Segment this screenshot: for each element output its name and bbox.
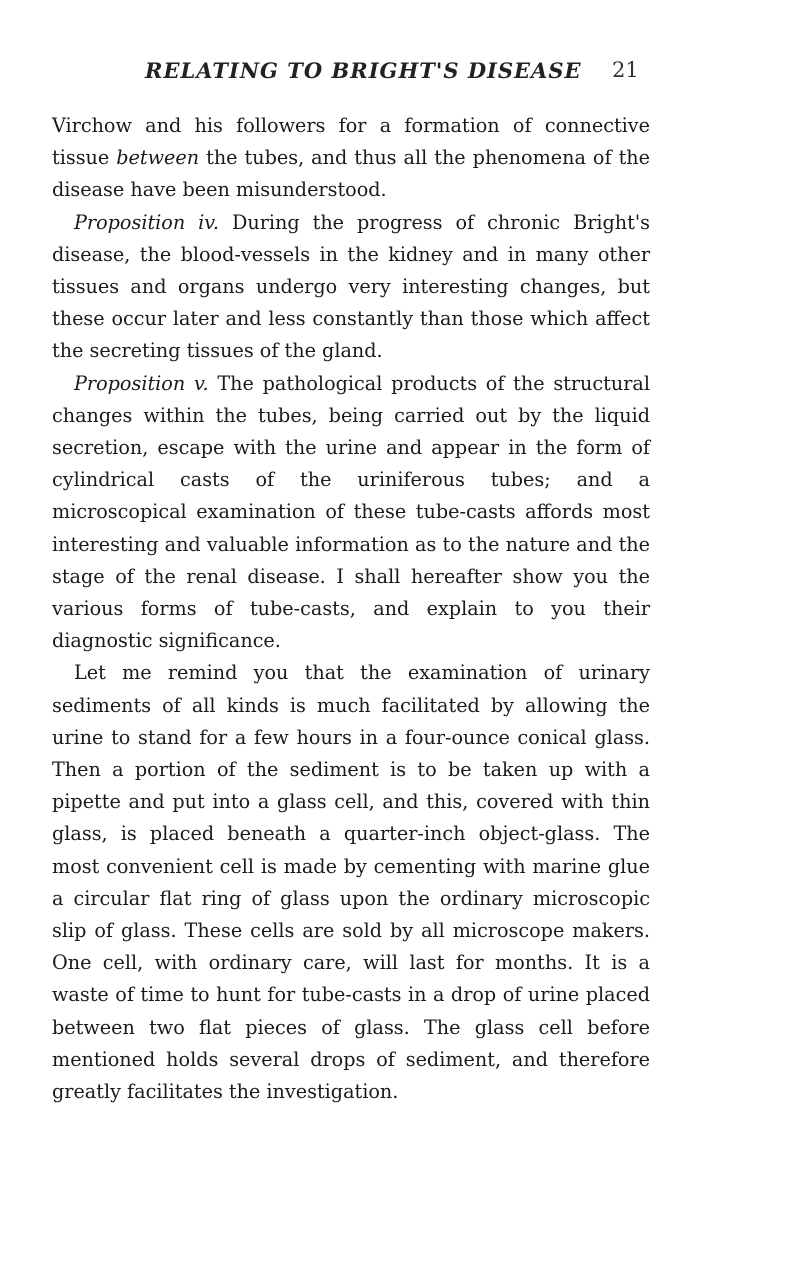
body-text: [52, 110, 650, 1108]
proposition-heading: Proposition iv.: [74, 210, 219, 234]
paragraph-virchow: [52, 110, 650, 207]
paragraph-text: During the progress of chronic Bright's disease, the blood-vessels in the kidney and in many other tissues and organs undergo very interesting changes, but these occur later and less constantly than those which affect the secreting tissues of the gland.: [52, 210, 651, 363]
paragraph-text: Virchow and his followers for a formation of connective tissue between the tubes, and thus all the phenomena of the disease have been misunderstood.: [52, 114, 650, 202]
proposition-heading: Proposition v.: [74, 371, 209, 395]
paragraph-text: Let me remind you that the examination of urinary sediments of all kinds is much facilitated by allowing the urine to stand for a few hours in a four-ounce conical glass. Then a portion of the sediment is to be taken up with a pipette and put into a glass cell, and this, covered with thin glass, is placed beneath a quarter-inch object-glass. The most convenient cell is made by cementing with marine glue a circular flat ring of glass upon the ordinary microscopic slip of glass. These cells are sold by all microscope makers. One cell, with ordinary care, will last for months. It is a waste of time to hunt for tube-casts in a drop of urine placed between two flat pieces of glass. The glass cell before mentioned holds several drops of sediment, and therefore greatly facilitates the investigation.: [52, 661, 650, 1104]
paragraph-urinary-sediments: [52, 657, 650, 1108]
emphasis-between: between: [116, 146, 200, 170]
paragraph-proposition-v: [52, 368, 650, 658]
page-number: 21: [612, 58, 639, 82]
paragraph-proposition-iv: [52, 207, 650, 368]
paragraph-text: The pathological products of the structural changes within the tubes, being carried out by the liquid secretion, escape with the urine and appear in the form of cylindrical casts of the uriniferous tubes; and a microscopical examination of these tube-casts affords most interesting and valuable information as to the nature and the stage of the renal disease. I shall hereafter show you the various forms of tube-casts, and explain to you their diagnostic significance.: [52, 371, 650, 653]
running-head: RELATING TO BRIGHT'S DISEASE: [145, 58, 582, 83]
